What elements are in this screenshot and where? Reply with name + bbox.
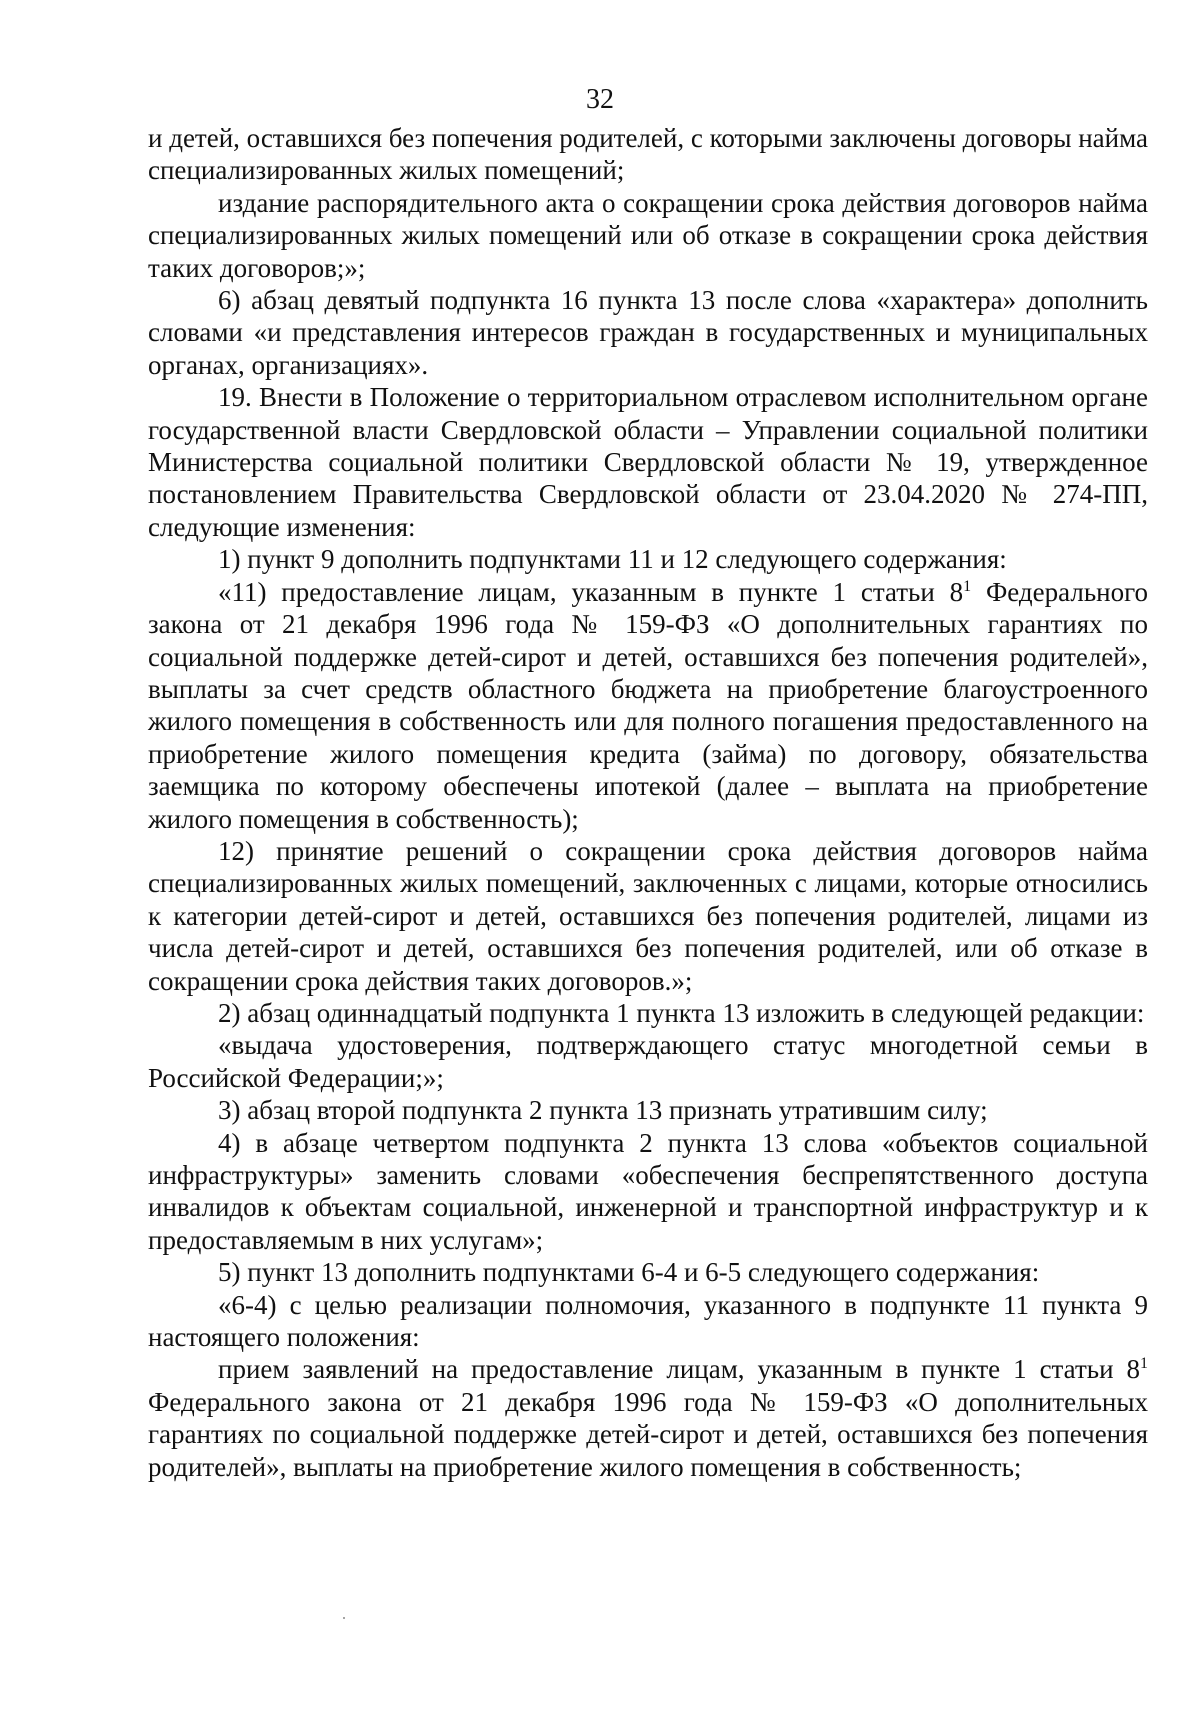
paragraph: 3) абзац второй подпункта 2 пункта 13 признать утратившим силу; xyxy=(218,1095,988,1126)
paragraph: 2) абзац одиннадцатый подпункта 1 пункта 13 изложить в следующей редакции: xyxy=(218,997,1145,1028)
paragraph: 5) пункт 13 дополнить подпунктами 6-4 и 6-5 следующего содержания: xyxy=(218,1257,1040,1288)
paragraph: «выдача удостоверения, подтверждающего статус многодетной семьи в Российской Федерации;»; xyxy=(148,1030,1148,1093)
paragraph: издание распорядительного акта о сокращении срока действия договоров найма специализированных жилых помещений или об отказе в сокращении срока действия таких договоров;»; xyxy=(148,187,1148,283)
paragraph: 1) пункт 9 дополнить подпунктами 11 и 12 следующего содержания: xyxy=(218,544,1007,575)
page-number: 32 xyxy=(586,84,614,115)
paragraph-text: «11) предоставление лицам, указанным в пункте 1 статьи 8 xyxy=(218,576,964,607)
paragraph xyxy=(148,1353,1148,1483)
paragraph: 6) абзац девятый подпункта 16 пункта 13 после слова «характера» дополнить словами «и представления интересов граждан в государственных и муниципальных органах, организациях». xyxy=(148,285,1148,380)
paragraph-text: Федерального закона от 21 декабря 1996 года № 159-ФЗ «О дополнительных гарантиях по социальной поддержке детей-сирот и детей, оставшихся без попечения родителей», выплаты за счет средств областного бюджета на приобретение благоустроенного жилого помещения в собственность или для полного погашения предоставленного на приобретение жилого помещения кредита (займа) по договору, обязательства заемщика по которому обеспечены ипотекой (далее – выплата на приобретение жилого помещения в собственность); xyxy=(148,576,1148,834)
paragraph xyxy=(148,576,1148,835)
paragraph: 19. Внести в Положение о территориальном отраслевом исполнительном органе государственной власти Свердловской области – Управлении социальной политики Министерства социальной политики Свердловской области № 19, утвержденное постановлением Правительства Свердловской области от 23.04.2020 № 274-ПП, следующие изменения: xyxy=(148,382,1148,542)
scan-speck xyxy=(343,1617,345,1619)
paragraph: 4) в абзаце четвертом подпункта 2 пункта 13 слова «объектов социальной инфраструктуры» заменить словами «обеспечения беспрепятственного доступа инвалидов к объектам социальной, инженерной и транспортной инфраструктур и к предоставляемым в них услугам»; xyxy=(148,1127,1148,1255)
superscript: 1 xyxy=(963,577,972,595)
superscript: 1 xyxy=(1140,1355,1148,1373)
document-body xyxy=(148,122,1148,1483)
paragraph-text: прием заявлений на предоставление лицам, указанным в пункте 1 статьи 8 xyxy=(218,1354,1140,1385)
paragraph: «6-4) с целью реализации полномочия, указанного в подпункте 11 пункта 9 настоящего положения: xyxy=(148,1289,1148,1353)
paragraph: 12) принятие решений о сокращении срока действия договоров найма специализированных жилых помещений, заключенных с лицами, которые относились к категории детей-сирот и детей, оставшихся без попечения родителей, лицами из числа детей-сирот и детей, оставшихся без попечения родителей, или об отказе в сокращении срока действия таких договоров.»; xyxy=(148,835,1148,996)
paragraph-text: Федерального закона от 21 декабря 1996 года № 159-ФЗ «О дополнительных гарантиях по социальной поддержке детей-сирот и детей, оставшихся без попечения родителей», выплаты на приобретение жилого помещения в собственность; xyxy=(148,1386,1148,1482)
paragraph: и детей, оставшихся без попечения родителей, с которыми заключены договоры найма специализированных жилых помещений; xyxy=(148,123,1148,186)
